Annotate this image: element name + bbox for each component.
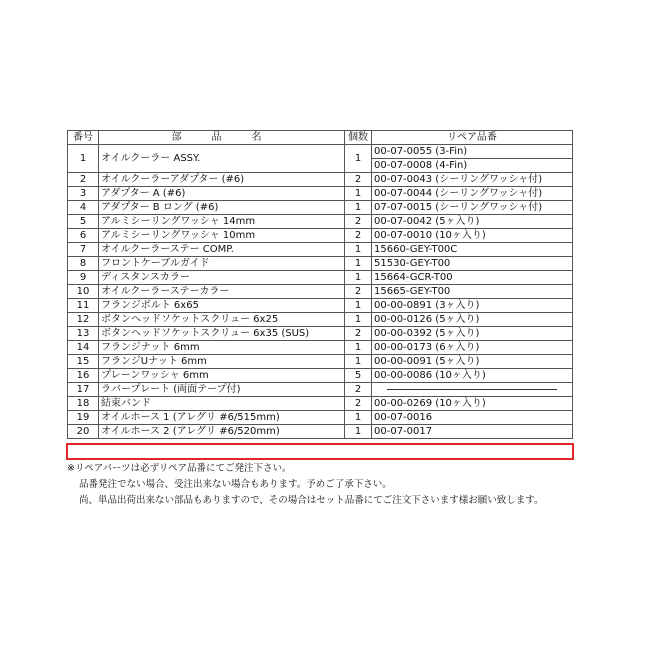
table-row	[68, 313, 573, 327]
row-no: 18	[68, 397, 99, 411]
table-row-highlighted	[68, 425, 573, 439]
row-name: オイルクーラー ASSY.	[99, 145, 345, 173]
header-no: 番号	[68, 131, 99, 145]
row-repair: 15665-GEY-T00	[372, 285, 573, 299]
table-row	[68, 173, 573, 187]
row-no: 2	[68, 173, 99, 187]
table-header-row	[68, 131, 573, 145]
row-name: アルミシーリングワッシャ 10mm	[99, 229, 345, 243]
row-no: 14	[68, 341, 99, 355]
table-row	[68, 215, 573, 229]
row-name: オイルホース 2 (アレグリ #6/520mm)	[99, 425, 345, 439]
table-row	[68, 411, 573, 425]
note-line: 尚、単品出荷出来ない部品もありますので、その場合はセット品番にてご注文下さいます様お願い致します。	[79, 495, 544, 506]
row-repair: 00-07-0055 (3-Fin)	[372, 145, 573, 159]
row-qty: 5	[345, 369, 372, 383]
row-name: ディスタンスカラー	[99, 271, 345, 285]
row-name: オイルホース 1 (アレグリ #6/515mm)	[99, 411, 345, 425]
row-repair: 07-07-0015 (シーリングワッシャ付)	[372, 201, 573, 215]
table-row	[68, 257, 573, 271]
row-repair: 00-07-0008 (4-Fin)	[372, 159, 573, 173]
table-row	[68, 299, 573, 313]
row-repair: 00-00-0091 (5ヶ入り)	[372, 355, 573, 369]
table-row	[68, 145, 573, 159]
row-qty: 1	[345, 257, 372, 271]
row-repair: 00-00-0126 (5ヶ入り)	[372, 313, 573, 327]
row-repair: 15664-GCR-T00	[372, 271, 573, 285]
table-row	[68, 341, 573, 355]
row-no: 3	[68, 187, 99, 201]
row-repair: 00-07-0044 (シーリングワッシャ付)	[372, 187, 573, 201]
row-repair: 00-07-0042 (5ヶ入り)	[372, 215, 573, 229]
row-no: 1	[68, 145, 99, 173]
row-no: 17	[68, 383, 99, 397]
row-name: アダプター A (#6)	[99, 187, 345, 201]
row-no: 9	[68, 271, 99, 285]
table-row	[68, 327, 573, 341]
row-qty: 2	[345, 397, 372, 411]
parts-table	[67, 130, 573, 439]
header-name: 部 品 名	[99, 131, 345, 145]
row-name: ボタンヘッドソケットスクリュー 6x25	[99, 313, 345, 327]
row-qty: 1	[345, 341, 372, 355]
row-name: 結束バンド	[99, 397, 345, 411]
row-name: アダプター B ロング (#6)	[99, 201, 345, 215]
header-repair: リペア品番	[372, 131, 573, 145]
row-qty: 1	[345, 243, 372, 257]
row-qty: 1	[345, 299, 372, 313]
row-no: 8	[68, 257, 99, 271]
row-repair: 00-07-0010 (10ヶ入り)	[372, 229, 573, 243]
note-line: ※リペアパーツは必ずリペア品番にてご発注下さい。	[67, 463, 292, 474]
row-no: 11	[68, 299, 99, 313]
row-qty: 2	[345, 327, 372, 341]
table-row	[68, 201, 573, 215]
row-qty: 1	[345, 411, 372, 425]
row-repair: 00-07-0017	[372, 425, 573, 439]
row-no: 20	[68, 425, 99, 439]
row-no: 4	[68, 201, 99, 215]
row-name: オイルクーラーアダプター (#6)	[99, 173, 345, 187]
table-row	[68, 397, 573, 411]
row-repair: 00-00-0269 (10ヶ入り)	[372, 397, 573, 411]
row-name: ボタンヘッドソケットスクリュー 6x35 (SUS)	[99, 327, 345, 341]
notes	[67, 461, 544, 509]
row-repair: 00-07-0043 (シーリングワッシャ付)	[372, 173, 573, 187]
row-no: 5	[68, 215, 99, 229]
row-no: 13	[68, 327, 99, 341]
table-row	[68, 229, 573, 243]
row-no: 16	[68, 369, 99, 383]
row-qty: 2	[345, 285, 372, 299]
highlight-box	[66, 443, 574, 460]
row-qty: 1	[345, 271, 372, 285]
row-repair-none	[372, 383, 573, 397]
row-name: フロントケーブルガイド	[99, 257, 345, 271]
header-qty: 個数	[345, 131, 372, 145]
row-name: オイルクーラーステー COMP.	[99, 243, 345, 257]
row-repair: 51530-GEY-T00	[372, 257, 573, 271]
row-repair: 00-07-0016	[372, 411, 573, 425]
table-row	[68, 369, 573, 383]
row-qty: 1	[345, 355, 372, 369]
row-name: プレーンワッシャ 6mm	[99, 369, 345, 383]
table-row	[68, 383, 573, 397]
row-repair: 15660-GEY-T00C	[372, 243, 573, 257]
row-qty: 1	[345, 425, 372, 439]
row-name: フランジナット 6mm	[99, 341, 345, 355]
row-qty: 2	[345, 173, 372, 187]
table-row	[68, 271, 573, 285]
table-row	[68, 355, 573, 369]
row-qty: 1	[345, 313, 372, 327]
row-no: 19	[68, 411, 99, 425]
row-no: 10	[68, 285, 99, 299]
row-repair: 00-00-0392 (5ヶ入り)	[372, 327, 573, 341]
dash-line	[387, 389, 557, 390]
row-name: フランジボルト 6x65	[99, 299, 345, 313]
row-repair: 00-00-0086 (10ヶ入り)	[372, 369, 573, 383]
row-qty: 1	[345, 201, 372, 215]
row-qty: 1	[345, 187, 372, 201]
row-qty: 2	[345, 229, 372, 243]
note-line: 品番発注でない場合、受注出来ない場合もあります。予めご了承下さい。	[79, 479, 392, 490]
row-name: アルミシーリングワッシャ 14mm	[99, 215, 345, 229]
row-qty: 1	[345, 145, 372, 173]
row-repair: 00-00-0891 (3ヶ入り)	[372, 299, 573, 313]
row-name: フランジUナット 6mm	[99, 355, 345, 369]
table-row	[68, 187, 573, 201]
row-no: 7	[68, 243, 99, 257]
row-no: 6	[68, 229, 99, 243]
row-name: ラバープレート (両面テープ付)	[99, 383, 345, 397]
row-no: 12	[68, 313, 99, 327]
table-row	[68, 285, 573, 299]
table-row	[68, 243, 573, 257]
row-name: オイルクーラーステーカラー	[99, 285, 345, 299]
row-repair: 00-00-0173 (6ヶ入り)	[372, 341, 573, 355]
row-no: 15	[68, 355, 99, 369]
row-qty: 2	[345, 383, 372, 397]
row-qty: 2	[345, 215, 372, 229]
